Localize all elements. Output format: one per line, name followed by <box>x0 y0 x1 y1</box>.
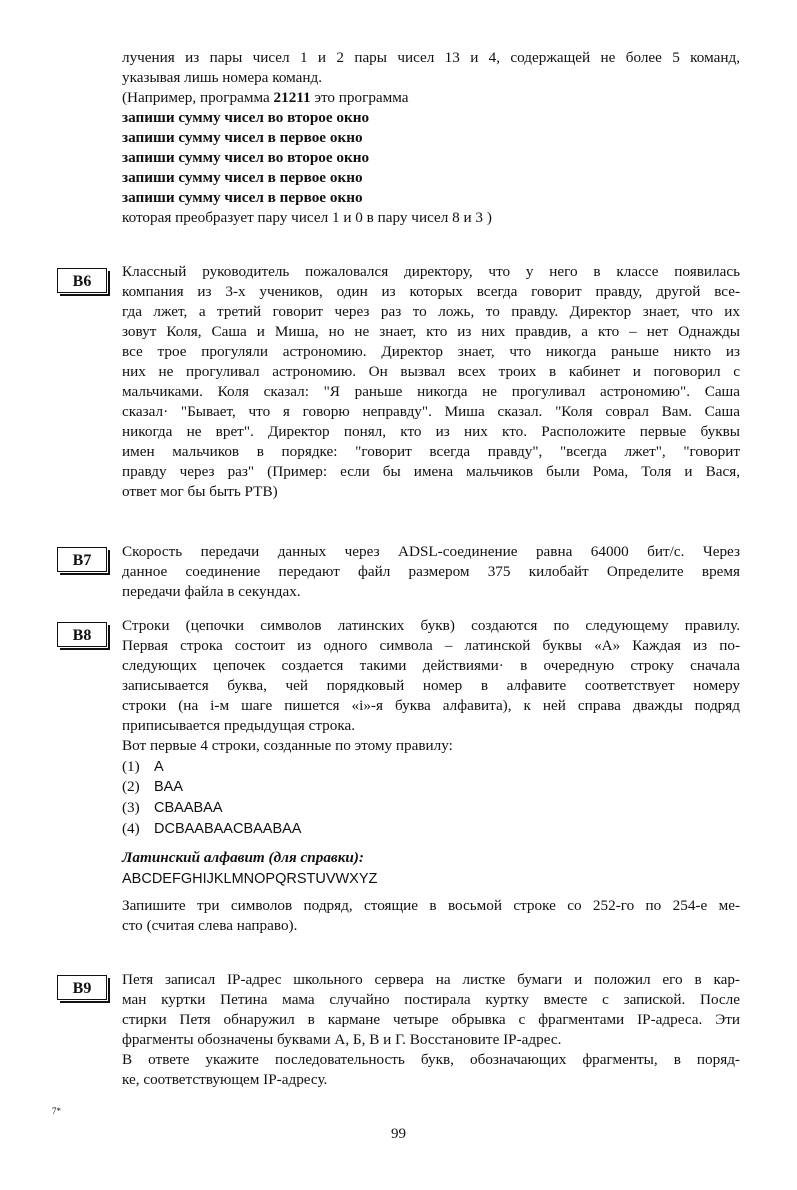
example-code: 21211 <box>273 89 311 106</box>
b9-line: ман куртки Петина мама случайно постирала куртку вместе с запиской. После <box>122 991 740 1008</box>
b6-line: Классный руководитель пожаловался директору, что у него в классе появилась <box>122 263 740 280</box>
alphabet: ABCDEFGHIJKLMNOPQRSTUVWXYZ <box>122 871 378 887</box>
task-label-b6: B6 <box>57 268 107 293</box>
b6-line: имен мальчиков в порядке: "говорит всегда правду", "всегда лжет", "говорит <box>122 443 740 460</box>
task-label-b8: B8 <box>57 622 107 647</box>
intro-closing: которая преобразует пару чисел 1 и 0 в пару чисел 8 и 3 ) <box>122 209 492 226</box>
command-line: запиши сумму чисел в первое окно <box>122 169 363 186</box>
page-number: 99 <box>391 1126 406 1142</box>
b6-line: зовут Коля, Саша и Миша, но не знает, кто из них правдив, а кто – нет Однажды <box>122 323 740 340</box>
b6-line: все трое прогуляли астрономию. Директор знает, что никогда раньше никто из <box>122 343 740 360</box>
b9-line: фрагменты обозначены буквами А, Б, В и Г. Восстановите IP-адрес. <box>122 1031 562 1048</box>
signature-mark: 7* <box>52 1106 61 1116</box>
row-number: (1) <box>122 758 140 775</box>
b8-row <box>122 777 740 797</box>
b8-question: Запишите три символов подряд, стоящие в восьмой строке со 252-го по 254-е ме- <box>122 897 740 914</box>
command-line: запиши сумму чисел во второе окно <box>122 149 370 166</box>
b8-question: сто (считая слева направо). <box>122 917 298 934</box>
alphabet-title: Латинский алфавит (для справки): <box>122 849 364 866</box>
row-number: (4) <box>122 820 140 837</box>
command-line: запиши сумму чисел в первое окно <box>122 129 363 146</box>
row-value: DCBAABAACBAABAA <box>154 821 302 837</box>
intro-line: указывая лишь номера команд. <box>122 69 323 86</box>
row-number: (2) <box>122 778 140 795</box>
b6-line: гда лжет, а третий говорит через раз то ложь, то правду. Директор знает, что их <box>122 303 740 320</box>
b6-line: сказал· "Бывает, что я говорю неправду". Миша сказал. "Коля соврал Вам. Саша <box>122 403 740 420</box>
b6-line: них не прогуливал астрономию. Он вызвал всех троих в кабинет и поговорил с <box>122 363 740 380</box>
b6-line: мальчиками. Коля сказал: "Я раньше никогда не прогуливал астрономию". Саша <box>122 383 740 400</box>
row-value: BAA <box>154 779 184 795</box>
b9-line: В ответе укажите последовательность букв, обозначающих фрагменты, в поряд- <box>122 1051 740 1068</box>
b8-row <box>122 798 740 818</box>
b8-line: приписывается предыдущая строка. <box>122 717 356 734</box>
b9-line: Петя записал IP-адрес школьного сервера на листке бумаги и положил его в кар- <box>122 971 740 988</box>
intro-line: лучения из пары чисел 1 и 2 пары чисел 13 и 4, содержащей не более 5 команд, <box>122 49 740 66</box>
b9-line: стирки Петя обнаружил в кармане четыре обрывка с фрагментами IP-адреса. Эти <box>122 1011 740 1028</box>
b8-rows-intro: Вот первые 4 строки, созданные по этому правилу: <box>122 737 453 754</box>
b8-line: следующих цепочек создается такими действиями· в очередную строку сначала <box>122 657 740 674</box>
example-suffix: это программа <box>310 89 409 106</box>
b8-line: Строки (цепочки символов латинских букв) создаются по следующему правилу. <box>122 617 740 634</box>
row-value: A <box>154 759 164 775</box>
b6-line: ответ мог бы быть РТВ) <box>122 483 278 500</box>
b8-row <box>122 757 740 777</box>
task-label-b7: B7 <box>57 547 107 572</box>
b6-line: никогда не врет". Директор понял, кто из них кто. Расположите первые буквы <box>122 423 740 440</box>
b6-line: правду через раз" (Пример: если бы имена мальчиков были Рома, Толя и Вася, <box>122 463 740 480</box>
b8-line: строки (на i-м шаге пишется «i»-я буква алфавита), к ней справа дважды подряд <box>122 697 740 714</box>
task-label-b9: B9 <box>57 975 107 1000</box>
row-value: CBAABAA <box>154 800 223 816</box>
intro-example <box>122 88 740 108</box>
b9-line: ке, соответствующем IP-адресу. <box>122 1071 328 1088</box>
example-prefix: (Например, программа <box>122 89 274 106</box>
b8-line: Первая строка состоит из одного символа – латинской буквы «А» Каждая из по- <box>122 637 740 654</box>
b7-line: Скорость передачи данных через ADSL-соединение равна 64000 бит/с. Через <box>122 543 740 560</box>
b8-line: записывается буква, чей порядковый номер в алфавите соответствует номеру <box>122 677 740 694</box>
command-line: запиши сумму чисел во второе окно <box>122 109 370 126</box>
row-number: (3) <box>122 799 140 816</box>
b8-row <box>122 819 740 839</box>
b7-line: передачи файла в секундах. <box>122 583 301 600</box>
b7-line: данное соединение передают файл размером 375 килобайт Определите время <box>122 563 740 580</box>
command-line: запиши сумму чисел в первое окно <box>122 189 363 206</box>
b6-line: компания из 3-х учеников, один из которых всегда говорит правду, другой все- <box>122 283 740 300</box>
